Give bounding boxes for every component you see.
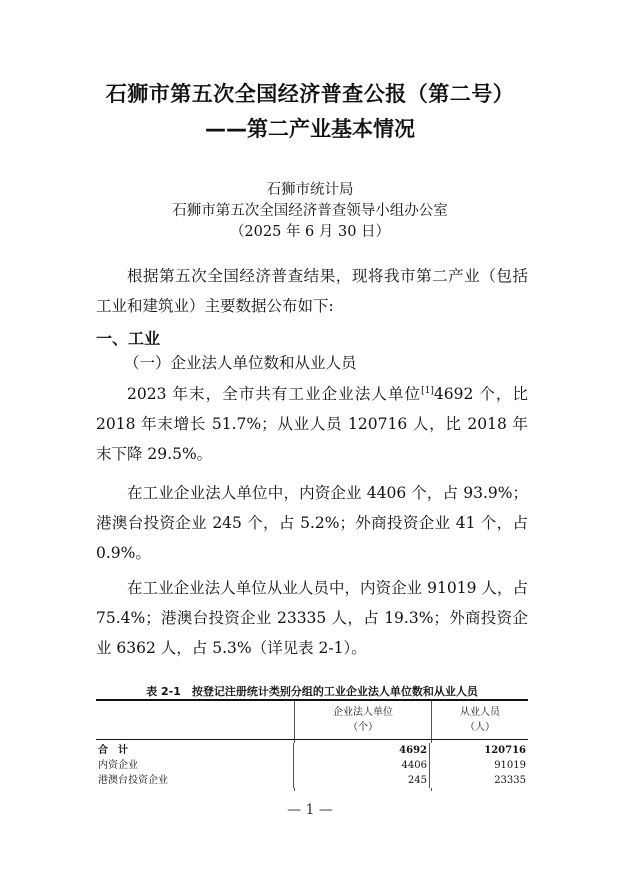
header-employees-label: 从业人员 — [460, 706, 500, 718]
table-row — [96, 743, 528, 758]
issuer-org-1: 石狮市统计局 — [266, 182, 354, 198]
header-blank-cell — [96, 701, 295, 739]
table-row — [96, 758, 528, 773]
paragraph-1-after: 4692 个，比 2018 年末增长 51.7%；从业人员 120716 人，比 2018 年末下降 29.5%。 — [96, 385, 529, 463]
row-units: 245 — [294, 773, 430, 788]
header-employees-unit: （人） — [465, 721, 495, 733]
issuer-org-2: 石狮市第五次全国经济普查领导小组办公室 — [172, 203, 448, 219]
issue-date: （2025 年 6 月 30 日） — [229, 224, 391, 240]
row-units: 4692 — [294, 743, 430, 758]
paragraph-3: 在工业企业法人单位从业人员中，内资企业 91019 人，占 75.4%；港澳台投资企业 23335 人，占 19.3%；外商投资企业 6362 人，占 5.3%（详见表 2-1）。 — [96, 579, 528, 657]
header-units-label: 企业法人单位 — [333, 706, 393, 718]
table-row — [96, 773, 528, 788]
header-employees — [432, 701, 528, 739]
paragraph-1 — [96, 376, 528, 469]
footnote-marker[interactable]: [1] — [421, 386, 434, 396]
paragraph-1-before: 2023 年末，全市共有工业企业法人单位 — [127, 385, 422, 403]
header-units-unit: （个） — [348, 721, 378, 733]
row-employees: 91019 — [494, 759, 526, 771]
row-label: 合 计 — [96, 743, 294, 758]
subsection-heading: （一）企业法人单位数和从业人员 — [124, 354, 357, 372]
paragraph-2: 在工业企业法人单位中，内资企业 4406 个，占 93.9%；港澳台投资企业 245 个，占 5.2%；外商投资企业 41 个，占 0.9%。 — [96, 484, 528, 562]
row-employees: 120716 — [484, 744, 526, 756]
data-table — [96, 699, 528, 791]
report-title: 石狮市第五次全国经济普查公报（第二号） — [105, 82, 515, 106]
table-spacer — [96, 788, 528, 791]
table-caption: 表 2-1 按登记注册统计类别分组的工业企业法人单位数和从业人员 — [146, 685, 478, 698]
intro-paragraph: 根据第五次全国经济普查结果，现将我市第二产业（包括工业和建筑业）主要数据公布如下: — [96, 267, 528, 315]
page-number: — 1 — — [287, 802, 333, 818]
header-units — [295, 701, 432, 739]
row-label: 内资企业 — [96, 758, 294, 773]
table-header — [96, 701, 528, 739]
row-label: 港澳台投资企业 — [96, 773, 294, 788]
report-subtitle: ——第二产业基本情况 — [205, 117, 415, 141]
section-heading-industry: 一、工业 — [96, 329, 161, 348]
row-employees: 23335 — [494, 774, 526, 786]
row-units: 4406 — [294, 758, 430, 773]
